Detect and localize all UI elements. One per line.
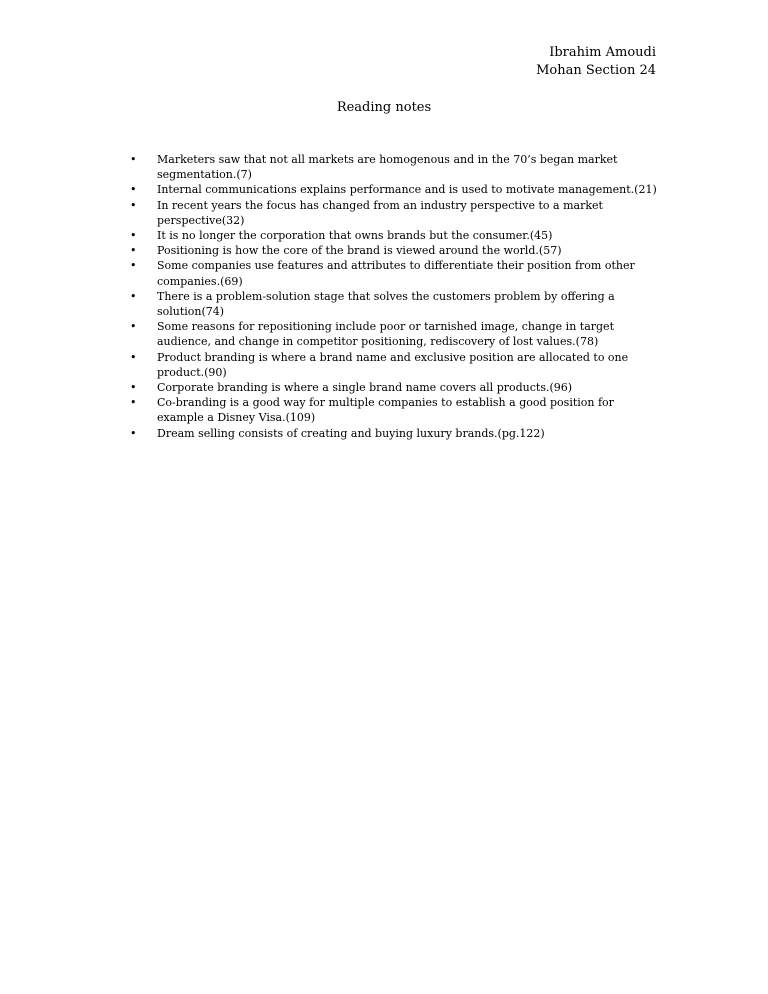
note-item: • Dream selling consists of creating and buying luxury brands.(pg.122) xyxy=(130,426,660,441)
page-title: Reading notes xyxy=(336,100,432,115)
note-item: • Internal communications explains performance and is used to motivate management.(21) xyxy=(130,182,660,197)
note-item: • There is a problem-solution stage that solves the customers problem by offering a solution(74) xyxy=(130,289,660,319)
note-item: • Positioning is how the core of the brand is viewed around the world.(57) xyxy=(130,243,660,258)
note-item: • In recent years the focus has changed from an industry perspective to a market perspective(32) xyxy=(130,198,660,228)
author-section: Mohan Section 24 xyxy=(536,63,656,78)
notes-list xyxy=(130,152,660,441)
author-header xyxy=(536,44,656,80)
note-item: • Some companies use features and attributes to differentiate their position from other companies.(69) xyxy=(130,258,660,288)
note-item: • Some reasons for repositioning include poor or tarnished image, change in target audience, and change in competitor positioning, rediscovery of lost values.(78) xyxy=(130,319,660,349)
note-item: • Co-branding is a good way for multiple companies to establish a good position for example a Disney Visa.(109) xyxy=(130,395,660,425)
note-item: • Corporate branding is where a single brand name covers all products.(96) xyxy=(130,380,660,395)
note-item: • Marketers saw that not all markets are homogenous and in the 70’s began market segmentation.(7) xyxy=(130,152,660,182)
author-name: Ibrahim Amoudi xyxy=(549,45,656,60)
note-item: • Product branding is where a brand name and exclusive position are allocated to one product.(90) xyxy=(130,350,660,380)
note-item: • It is no longer the corporation that owns brands but the consumer.(45) xyxy=(130,228,660,243)
